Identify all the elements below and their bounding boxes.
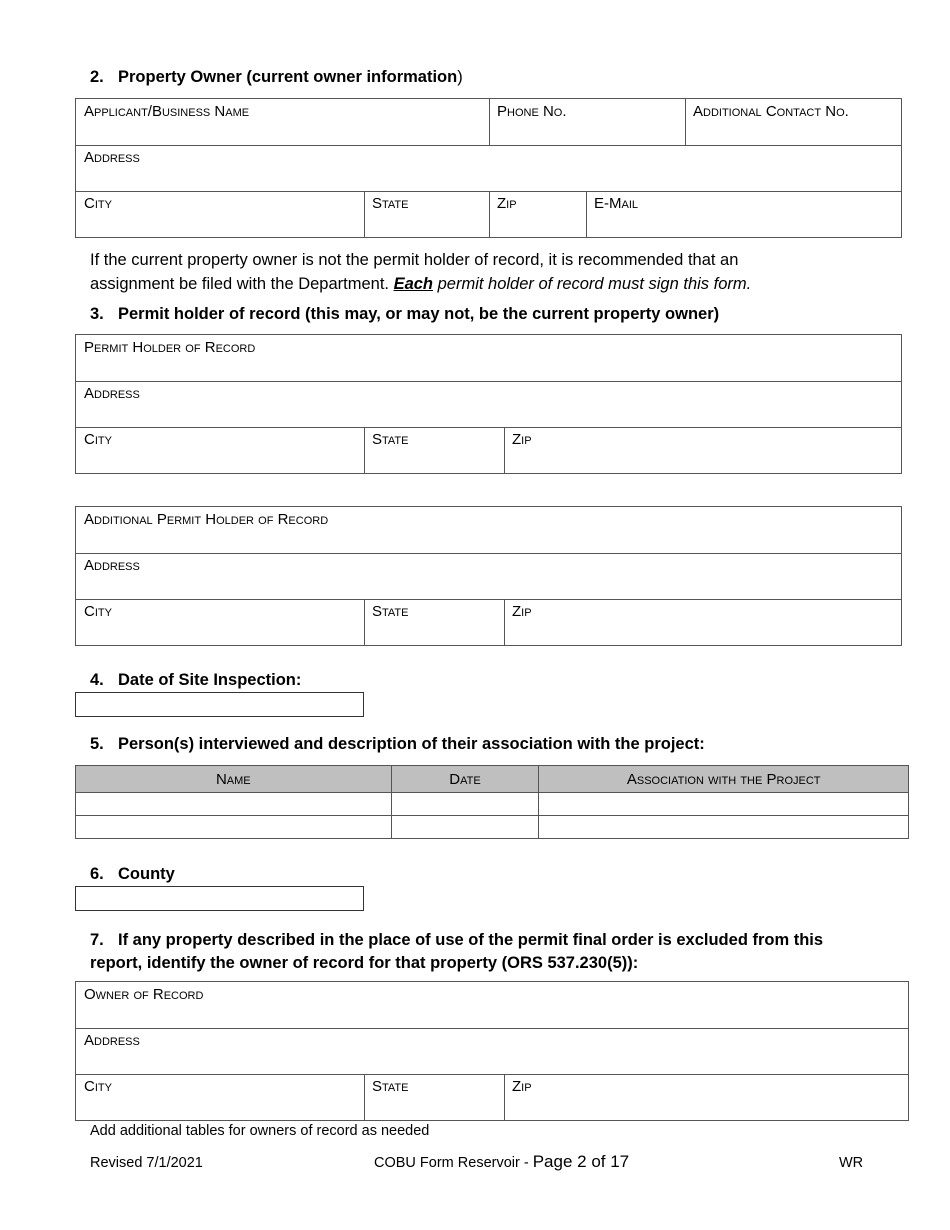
revised-date: Revised 7/1/2021	[90, 1155, 203, 1171]
address-field[interactable]	[76, 145, 901, 191]
section-6-heading	[90, 865, 175, 884]
notice-line-2: assignment be filed with the Department.	[90, 275, 394, 293]
address-label: Address	[84, 1032, 140, 1049]
column-header-association: Association with the Project	[539, 766, 909, 793]
section-3-heading	[90, 305, 719, 324]
additional-permit-holder-label: Additional Permit Holder of Record	[84, 511, 329, 528]
section-number: 7.	[90, 931, 104, 949]
address-label: Address	[84, 149, 140, 166]
section-title: Property Owner (current owner information	[118, 68, 458, 86]
zip-field[interactable]	[504, 427, 901, 473]
zip-field[interactable]	[504, 599, 901, 645]
zip-field[interactable]	[504, 1074, 908, 1120]
phone-field[interactable]	[489, 99, 685, 145]
email-label: E-Mail	[594, 195, 639, 212]
section-4-heading	[90, 671, 301, 690]
applicant-name-field[interactable]	[76, 99, 489, 145]
city-field[interactable]	[76, 1074, 364, 1120]
zip-label: Zip	[512, 431, 532, 448]
section-title: County	[118, 865, 175, 883]
address-field[interactable]	[76, 381, 901, 427]
additional-permit-holder-field[interactable]	[76, 507, 901, 553]
additional-contact-label: Additional Contact No.	[693, 103, 849, 120]
additional-contact-field[interactable]	[685, 99, 901, 145]
city-label: City	[84, 195, 112, 212]
state-field[interactable]	[364, 1074, 504, 1120]
site-inspection-date-input[interactable]	[75, 692, 364, 717]
section-number: 6.	[90, 865, 104, 883]
additional-permit-holder-table	[75, 506, 902, 646]
permit-holder-field[interactable]	[76, 335, 901, 381]
date-cell[interactable]	[391, 793, 539, 816]
section-5-heading	[90, 735, 705, 754]
form-name-text: COBU Form Reservoir -	[374, 1155, 533, 1171]
form-code: WR	[839, 1155, 864, 1171]
association-cell[interactable]	[539, 793, 909, 816]
owner-of-record-table	[75, 981, 909, 1121]
applicant-name-label: Applicant/Business Name	[84, 103, 250, 120]
page-number: Page 2 of 17	[532, 1152, 630, 1171]
section-number: 3.	[90, 305, 104, 323]
city-label: City	[84, 1078, 112, 1095]
notice-italic: permit holder of record must sign this form.	[433, 275, 752, 293]
permit-holder-table	[75, 334, 902, 474]
assignment-notice	[90, 248, 890, 296]
owner-of-record-label: Owner of Record	[84, 986, 204, 1003]
address-label: Address	[84, 557, 140, 574]
zip-label: Zip	[497, 195, 517, 212]
section-7-heading	[90, 929, 823, 975]
phone-label: Phone No.	[497, 103, 567, 120]
section-title-line-1: If any property described in the place of use of the permit final order is excluded from this	[118, 931, 824, 949]
date-cell[interactable]	[391, 816, 539, 839]
state-label: State	[372, 603, 409, 620]
section-number: 4.	[90, 671, 104, 689]
column-header-name: Name	[76, 766, 392, 793]
city-label: City	[84, 603, 112, 620]
persons-interviewed-table	[75, 765, 909, 839]
email-field[interactable]	[586, 191, 901, 237]
state-label: State	[372, 195, 409, 212]
section-title: Permit holder of record (this may, or may not, be the current property owner)	[118, 305, 720, 323]
section-number: 2.	[90, 68, 104, 86]
city-label: City	[84, 431, 112, 448]
city-field[interactable]	[76, 191, 364, 237]
address-field[interactable]	[76, 1028, 908, 1074]
section-title: Person(s) interviewed and description of their association with the project:	[118, 735, 705, 753]
address-field[interactable]	[76, 553, 901, 599]
section-2-heading	[90, 68, 463, 87]
city-field[interactable]	[76, 599, 364, 645]
section-title: Date of Site Inspection:	[118, 671, 302, 689]
zip-label: Zip	[512, 603, 532, 620]
additional-tables-note: Add additional tables for owners of record as needed	[90, 1123, 430, 1139]
column-header-date: Date	[391, 766, 539, 793]
address-label: Address	[84, 385, 140, 402]
notice-line-1: If the current property owner is not the permit holder of record, it is recommended that an	[90, 251, 739, 269]
state-field[interactable]	[364, 427, 504, 473]
state-label: State	[372, 431, 409, 448]
zip-field[interactable]	[489, 191, 586, 237]
section-title-close: )	[457, 68, 463, 86]
name-cell[interactable]	[76, 793, 392, 816]
form-name	[374, 1152, 629, 1172]
owner-of-record-field[interactable]	[76, 982, 908, 1028]
zip-label: Zip	[512, 1078, 532, 1095]
state-field[interactable]	[364, 599, 504, 645]
city-field[interactable]	[76, 427, 364, 473]
section-number: 5.	[90, 735, 104, 753]
permit-holder-label: Permit Holder of Record	[84, 339, 256, 356]
notice-each: Each	[393, 275, 434, 293]
county-input[interactable]	[75, 886, 364, 911]
name-cell[interactable]	[76, 816, 392, 839]
state-label: State	[372, 1078, 409, 1095]
state-field[interactable]	[364, 191, 489, 237]
association-cell[interactable]	[539, 816, 909, 839]
property-owner-table	[75, 98, 902, 238]
section-title-line-2: report, identify the owner of record for that property (ORS 537.230(5)):	[90, 954, 639, 972]
table-row	[76, 816, 909, 839]
table-row	[76, 793, 909, 816]
